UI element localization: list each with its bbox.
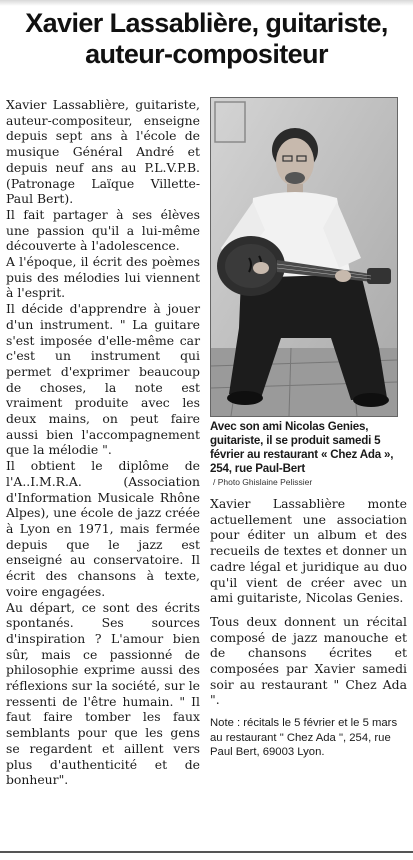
article-headline	[0, 8, 413, 70]
body-paragraph: Il fait partager à ses élèves une passion qu'il a lui-même découverte à l'adolescence.	[6, 206, 200, 254]
event-note: Note : récitals le 5 février et le 5 mars au restaurant " Chez Ada ", 254, rue Paul Bert, 69003 Lyon.	[210, 717, 398, 759]
article-right-text	[210, 496, 407, 760]
article-body-left-column	[6, 97, 200, 788]
guitarist-photo-illustration	[211, 98, 397, 416]
body-paragraph: Tous deux donnent un récital composé de jazz manouche et de chansons écrites et composées par Xavier samedi soir au restaurant " Chez Ada ".	[210, 613, 407, 708]
body-paragraph: Xavier Lassablière, guitariste, auteur-compositeur, enseigne depuis sept ans à l'école de musique Général André et depuis neuf ans au P.L.V.P.B. (Patronage Laïque Villette-Paul Bert).	[6, 97, 200, 207]
top-page-edge	[0, 0, 413, 6]
body-paragraph: A l'époque, il écrit des poèmes puis des mélodies lui viennent à l'esprit.	[6, 254, 200, 301]
body-paragraph: Au départ, ce sont des écrits spontanés. Ses sources d'inspiration ? L'amour bien sûr, mais ce passionné de philosophie exprime aussi des réflexions sur la société, sur le ressenti de l'être humain. " Il faut faire tomber les faux semblants pour que les gens se regardent et aillent vers plus d'authenticité et de bonheur".	[6, 599, 200, 788]
body-paragraph: Xavier Lassablière monte actuellement une association pour éditer un album et des recueils de textes et donner un cadre légal et juridique au duo qu'il vient de créer avec un ami guitariste, Nicolas Genies.	[210, 496, 407, 606]
body-paragraph: Il obtient le diplôme de l'A..I.M.R.A. (Association d'Information Musicale Rhône Alpes), une école de jazz créée à Lyon en 1971, mais fermée depuis que le jazz est enseigné au conservatoire. Il écrit des chansons à texte, voire engagées.	[6, 458, 200, 599]
photo-credit: / Photo Ghislaine Pelissier	[213, 477, 313, 487]
bottom-rule	[0, 851, 413, 853]
headline-line-2: auteur-compositeur	[85, 39, 328, 69]
body-paragraph: Il décide d'apprendre à jouer d'un instrument. " La guitare s'est imposée d'elle-même car c'est un instrument qui permet d'exprimer beaucoup de choses, la note est vraiment produite avec les deux mains, on peut faire aussi bien l'accompagnement que la mélodie ".	[6, 301, 200, 458]
guitarist-photo	[210, 97, 398, 417]
article-right-column	[210, 97, 407, 760]
photo-caption: Avec son ami Nicolas Genies, guitariste, il se produit samedi 5 février au restaurant « Chez Ada », 254, rue Paul-Bert	[210, 420, 394, 475]
headline-line-1: Xavier Lassablière, guitariste,	[25, 8, 388, 38]
